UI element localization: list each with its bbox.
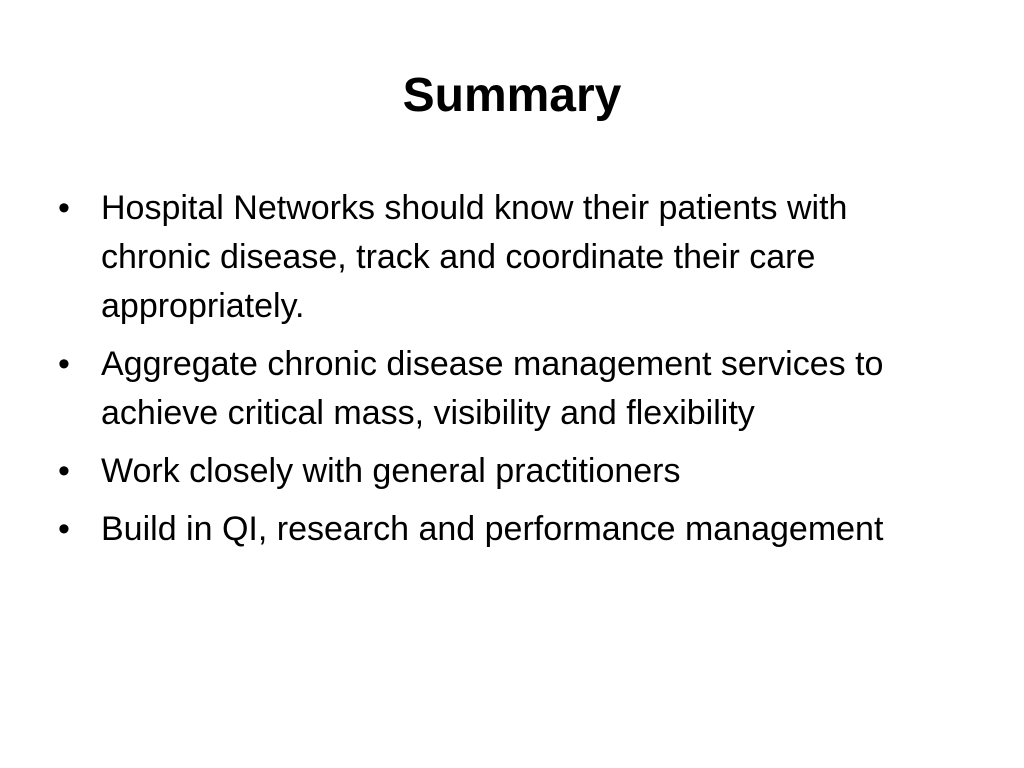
bullet-icon: • bbox=[58, 452, 70, 490]
bullet-text: Build in QI, research and performance management bbox=[101, 510, 884, 548]
bullet-item bbox=[58, 447, 958, 496]
bullet-icon: • bbox=[58, 345, 70, 383]
bullet-icon: • bbox=[58, 189, 70, 227]
bullet-text: Work closely with general practitioners bbox=[101, 452, 681, 490]
bullet-icon: • bbox=[58, 510, 70, 548]
bullet-item bbox=[58, 505, 958, 554]
slide-title: Summary bbox=[402, 69, 622, 122]
bullet-text: Aggregate chronic disease management services to achieve critical mass, visibility and flexibility bbox=[101, 345, 884, 432]
bullet-text: Hospital Networks should know their patients with chronic disease, track and coordinate their care appropriately. bbox=[101, 189, 848, 325]
bullet-list bbox=[58, 184, 958, 563]
bullet-item bbox=[58, 184, 958, 331]
bullet-item bbox=[58, 340, 958, 438]
